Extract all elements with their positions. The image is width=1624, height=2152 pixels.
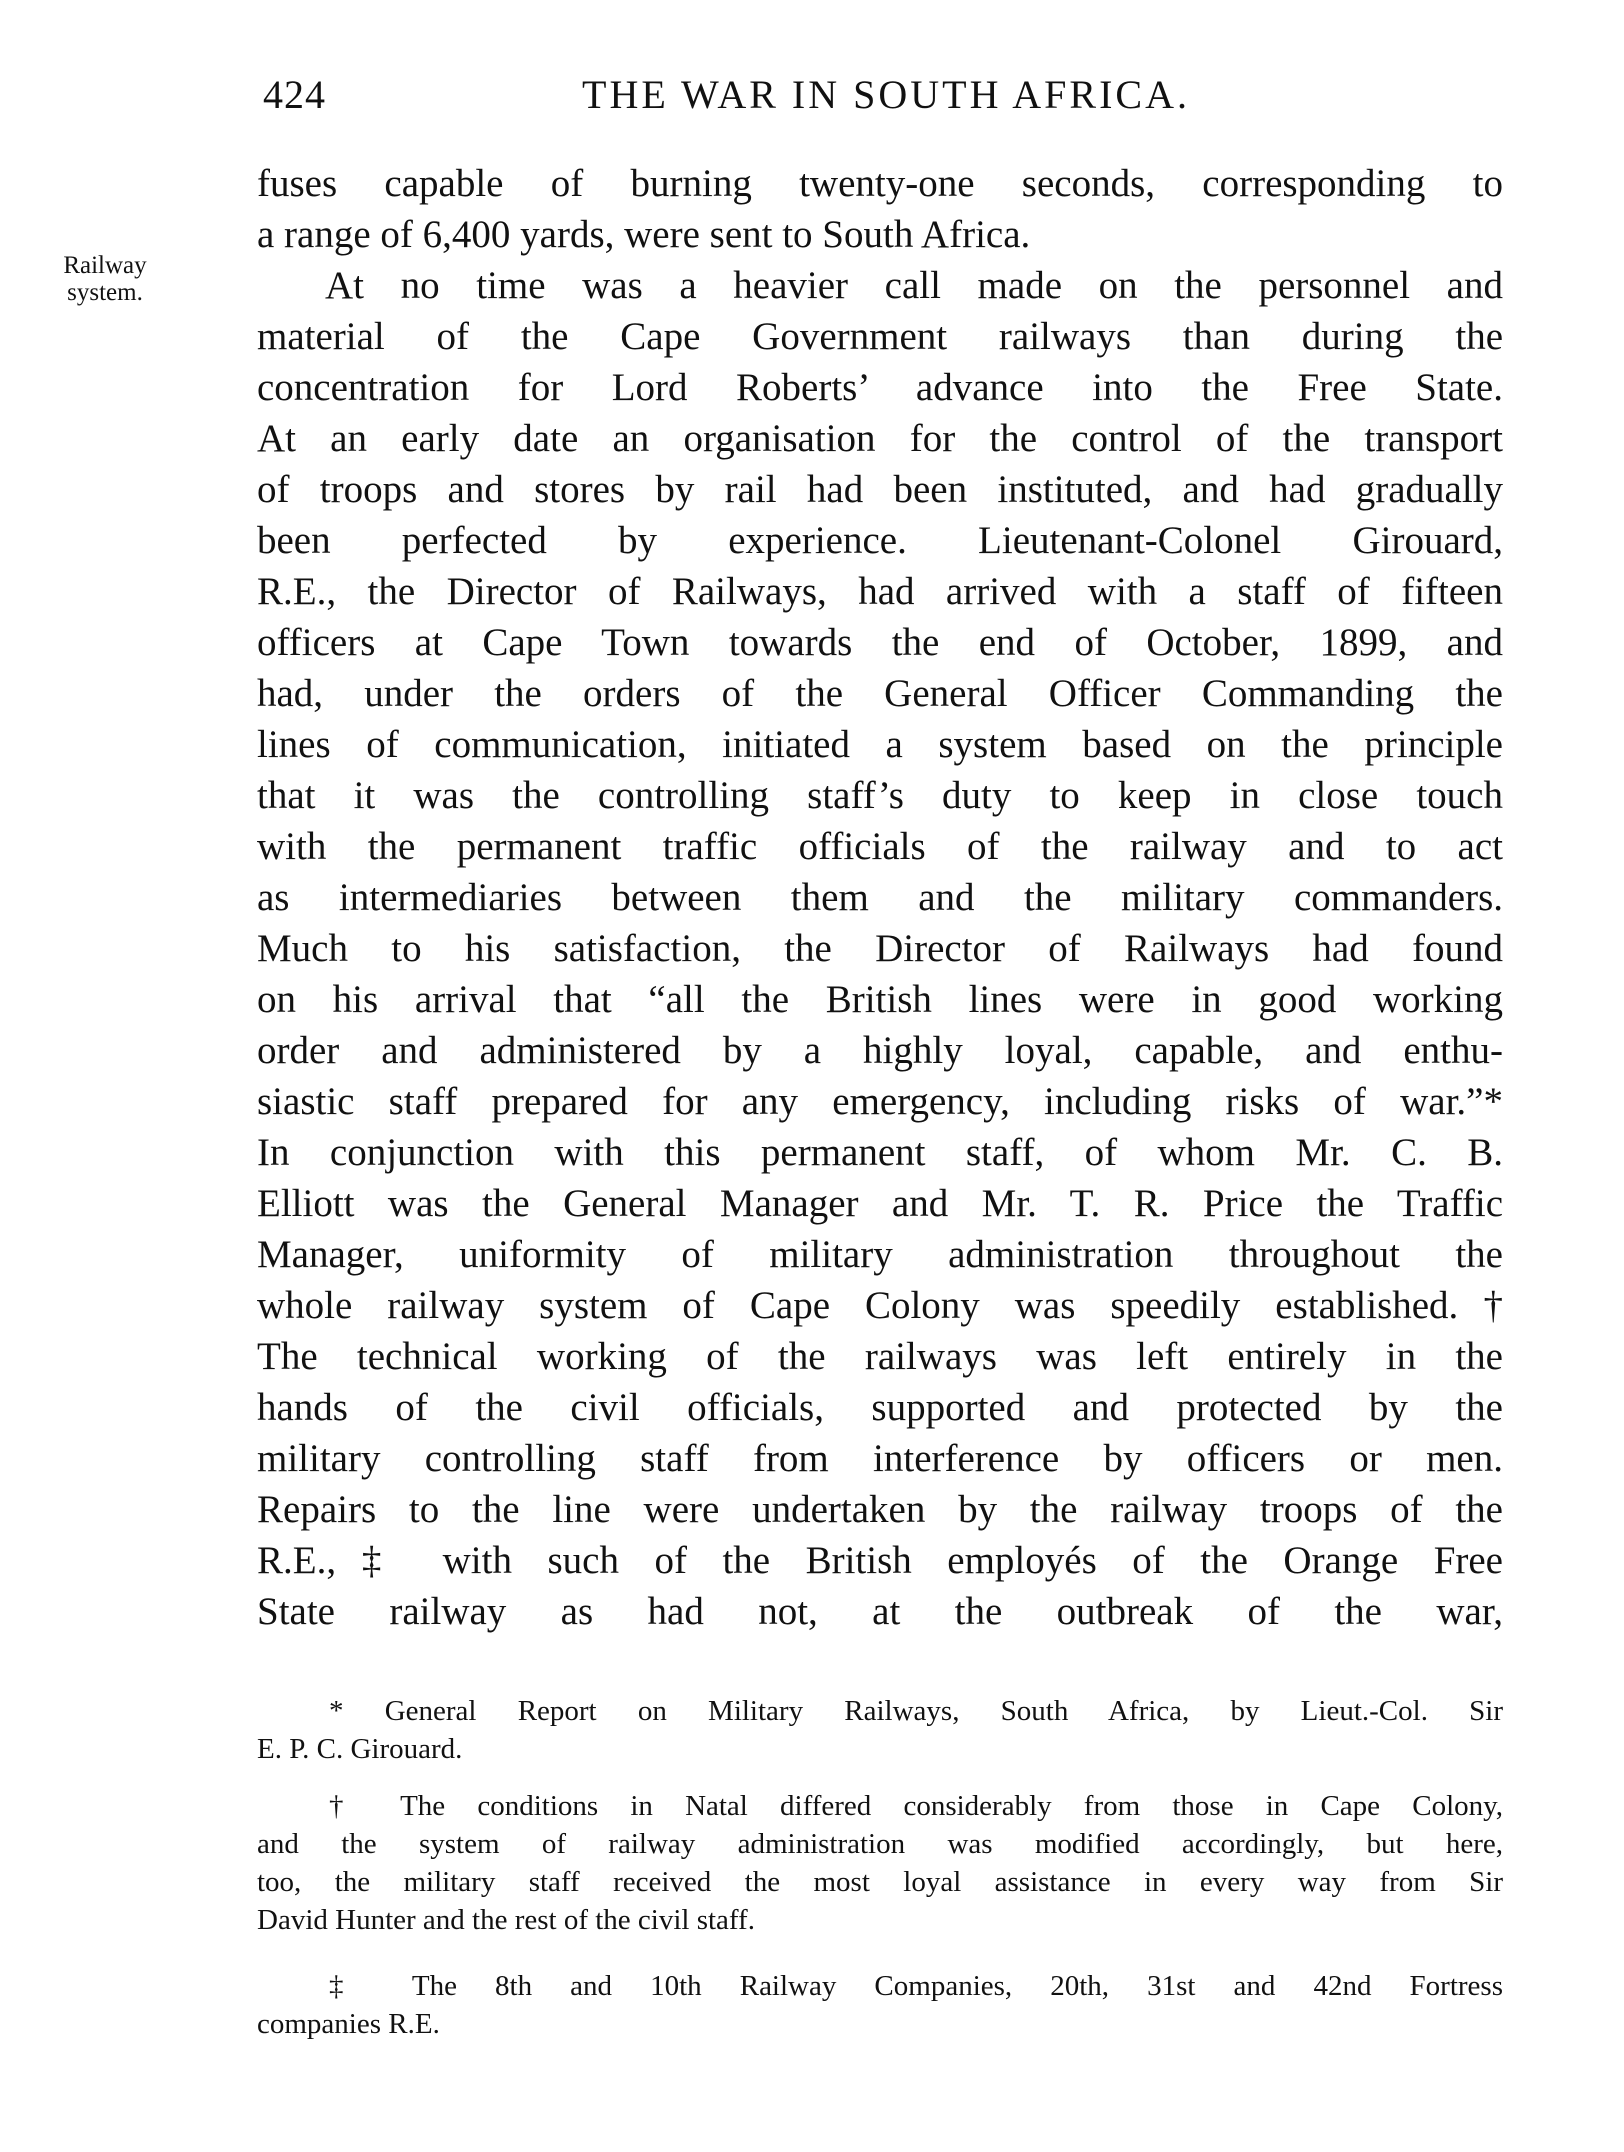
body-line: whole railway system of Cape Colony was speedily established.† (257, 1284, 1503, 1327)
footnote-line: too, the military staff received the most loyal assistance in every way from Sir (257, 1866, 1503, 1898)
body-line: At an early date an organisation for the control of the transport (257, 417, 1503, 460)
footnote-line: † The conditions in Natal differed considerably from those in Cape Colony, (329, 1790, 1503, 1822)
footnote-2 (257, 1787, 1503, 1939)
body-text (257, 158, 1503, 1637)
body-line: R.E., the Director of Railways, had arrived with a staff of fifteen (257, 570, 1503, 613)
body-line: State railway as had not, at the outbreak of the war, (257, 1590, 1503, 1633)
footnote-3 (257, 1967, 1503, 2043)
body-line: with the permanent traffic officials of the railway and to act (257, 825, 1503, 868)
running-title: THE WAR IN SOUTH AFRICA. (582, 72, 1190, 117)
body-line: lines of communication, initiated a system based on the principle (257, 723, 1503, 766)
marginal-note-line: Railway (63, 252, 147, 279)
footnote-line: and the system of railway administration was modified accordingly, but here, (257, 1828, 1503, 1860)
body-line: R.E.,‡ with such of the British employés of the Orange Free (257, 1539, 1503, 1582)
body-line: concentration for Lord Roberts’ advance into the Free State. (257, 366, 1503, 409)
body-line: as intermediaries between them and the military commanders. (257, 876, 1503, 919)
footnote-line: David Hunter and the rest of the civil staff. (257, 1904, 755, 1936)
footnote-line: ‡ The 8th and 10th Railway Companies, 20th, 31st and 42nd Fortress (329, 1970, 1503, 2002)
footnote-line: companies R.E. (257, 2008, 440, 2040)
body-line: military controlling staff from interference by officers or men. (257, 1437, 1503, 1480)
body-line: that it was the controlling staff’s duty to keep in close touch (257, 774, 1503, 817)
body-line: Elliott was the General Manager and Mr. T. R. Price the Traffic (257, 1182, 1503, 1225)
marginal-note (40, 252, 170, 306)
body-line: order and administered by a highly loyal, capable, and enthu- (257, 1029, 1503, 1072)
body-line: Repairs to the line were undertaken by the railway troops of the (257, 1488, 1503, 1531)
body-line: The technical working of the railways was left entirely in the (257, 1335, 1503, 1378)
marginal-note-line: system. (67, 279, 143, 306)
body-line: officers at Cape Town towards the end of October, 1899, and (257, 621, 1503, 664)
body-line: a range of 6,400 yards, were sent to South Africa. (257, 213, 1031, 256)
body-line: hands of the civil officials, supported and protected by the (257, 1386, 1503, 1429)
body-line: fuses capable of burning twenty-one seconds, corresponding to (257, 162, 1503, 205)
body-line: At no time was a heavier call made on the personnel and (325, 264, 1503, 307)
footnote-line: * General Report on Military Railways, South Africa, by Lieut.-Col. Sir (329, 1695, 1503, 1727)
body-line: siastic staff prepared for any emergency, including risks of war.”* (257, 1080, 1503, 1123)
body-line: had, under the orders of the General Officer Commanding the (257, 672, 1503, 715)
body-line: In conjunction with this permanent staff, of whom Mr. C. B. (257, 1131, 1503, 1174)
body-line: been perfected by experience. Lieutenant-Colonel Girouard, (257, 519, 1503, 562)
footnote-1 (257, 1692, 1503, 1768)
body-line: on his arrival that “all the British lines were in good working (257, 978, 1503, 1021)
footnote-line: E. P. C. Girouard. (257, 1733, 463, 1765)
page-number: 424 (263, 72, 326, 117)
body-line: Much to his satisfaction, the Director of Railways had found (257, 927, 1503, 970)
body-line: material of the Cape Government railways than during the (257, 315, 1503, 358)
body-line: Manager, uniformity of military administration throughout the (257, 1233, 1503, 1276)
body-line: of troops and stores by rail had been instituted, and had gradually (257, 468, 1503, 511)
